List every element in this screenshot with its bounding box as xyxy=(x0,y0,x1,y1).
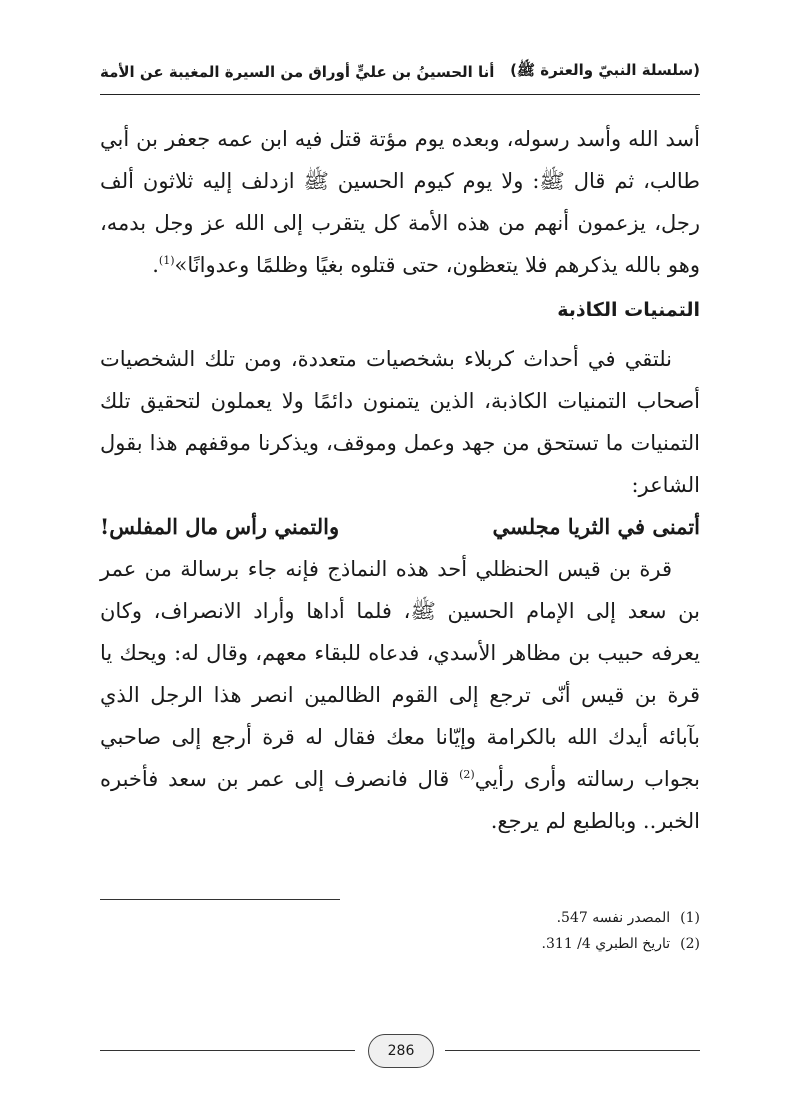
footnote-ref-2: (2) xyxy=(459,768,475,781)
paragraph-2: نلتقي في أحداث كربلاء بشخصيات متعددة، ومن تلك الشخصيات أصحاب التمنيات الكاذبة، الذين يتمنون دائمًا ولا يعملون لتحقيق تلك التمنيات ما تستحق من جهد وعمل وموقف، ويذكرنا موقفهم هذا بقول الشاعر: xyxy=(100,347,700,497)
footnote-2: (2)تاريخ الطبري 4/ 311. xyxy=(541,936,700,952)
verse-first-hemistich: أتمنى في الثريا مجلسي xyxy=(492,514,700,539)
page-footer xyxy=(100,1030,700,1070)
footnotes xyxy=(100,905,700,957)
paragraph-3: قرة بن قيس الحنظلي أحد هذه النماذج فإنه جاء برسالة من عمر بن سعد إلى الإمام الحسين ﷺ، فلما أداها وأراد الانصراف، وكان يعرفه حبيب بن مظاهر الأسدي، فدعاه للبقاء معهم، وقال له: ويحك يا قرة بن قيس أنّى ترجع إلى القوم الظالمين انصر هذا الرجل الذي بآبائه أيدك الله بالكرامة وإيّانا معك فقال له قرة أرجع إلى صاحبي بجواب رسالته وأرى رأيي$^{(2)}$ قال فانصرف إلى عمر بن سعد فأخبره الخبر.. وبالطبع لم يرجع. xyxy=(100,557,700,833)
footer-rule-left xyxy=(100,1050,355,1051)
footer-rule-right xyxy=(445,1050,700,1051)
header-rule xyxy=(100,94,700,95)
book-title: أنا الحسينُ بن عليٍّ أوراق من السيرة المغيبة عن الأمة xyxy=(100,63,495,81)
footnote-rule xyxy=(100,899,340,900)
main-text xyxy=(100,110,700,842)
page-number: 286 xyxy=(368,1034,434,1068)
paragraph-1: أسد الله وأسد رسوله، وبعده يوم مؤتة قتل فيه ابن عمه جعفر بن أبي طالب، ثم قال ﷺ: ولا يوم كيوم الحسين ﷺ ازدلف إليه ثلاثون ألف رجل، يزعمون أنهم من هذه الأمة كل يتقرب إلى الله عز وجل بدمه، وهو بالله يذكرهم فلا يتعظون، حتى قتلوه بغيًا وظلمًا وعدوانًا»$^{(1)}$. xyxy=(100,127,700,277)
series-title: (سلسلة النبيّ والعترة ﷺ) xyxy=(510,61,700,79)
running-header xyxy=(100,52,700,92)
verse-second-hemistich: والتمني رأس مال المفلس! xyxy=(100,514,340,539)
section-heading: التمنيات الكاذبة xyxy=(557,299,700,321)
footnote-1: (1)المصدر نفسه 547. xyxy=(556,910,700,926)
poetry-verse xyxy=(100,506,700,548)
footnote-ref-1: (1) xyxy=(158,254,175,267)
